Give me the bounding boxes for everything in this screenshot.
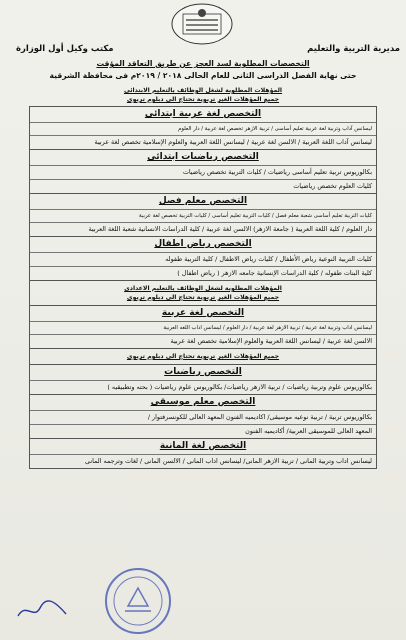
section-title: التخصص رياضيات ابتدائى <box>30 149 376 165</box>
preparatory-header <box>30 280 376 305</box>
section-title: التخصص لغة المانية <box>30 438 376 454</box>
qualification-row: ليسانس آداب وتربية لغة عربية تعليم أساسى / تربية الازهر تخصص لغة عربية / دار العلوم <box>30 122 376 135</box>
document-title: التخصصات المطلوبة لسد العجز عن طريق التعاقد المؤقت <box>96 59 310 68</box>
section-title: التخصص لغة عربية ابتدائى <box>144 109 262 119</box>
section-title: التخصص رياضيات <box>30 364 376 380</box>
directorate-name: مديرية التربية والتعليم <box>307 44 400 54</box>
qualification-row: ليسانس اداب وتربية المانى / تربية الازهر المانى/ ليسانس اداب المانى / الالسن المانى / لغات وترجمه المانى <box>30 454 376 468</box>
qualification-row: دار العلوم / كلية اللغة العربية ( جامعة الازهر) الالسن لغة عربية / كلية الدراسات الانسانية شعبة اللغة العربية <box>30 222 376 236</box>
primary-header-line1: المؤهلات المطلوبة لشغل الوظائف بالتعليم الابتدائى <box>123 87 283 94</box>
document-titles <box>0 58 406 82</box>
qualification-row: بكالوريوس تربية / تربية نوعيه موسيقى/ اكاديميه الفنون المعهد العالى للكونسرفتوار / <box>30 410 376 424</box>
undersecretary-office: مكتب وكيل أول الوزارة <box>16 44 114 54</box>
primary-table <box>29 106 377 469</box>
ministry-logo <box>168 2 236 46</box>
ministry-emblem-icon <box>169 2 235 46</box>
primary-header-line2: جميع المؤهلات الغير تربوية تحتاج الى دبلوم تربوى <box>126 96 280 103</box>
qualification-row: كلية البنات طفوله / كلية الدراسات الإنسانية جامعه الازهر ( رياض اطفال ) <box>30 266 376 280</box>
qualification-row: المعهد العالى للموسيقى العربية/ أكاديميه الفنون <box>30 424 376 438</box>
qualification-row: كليات التربية تعليم أساسى شعبة معلم فصل / كليات التربية تعليم أساسى / كليات التربية تخصص لغة عربية <box>30 209 376 222</box>
non-educational-note: جميع المؤهلات الغير تربوية تحتاج الى دبلوم تربوى <box>30 348 376 364</box>
section-title: التخصص معلم فصل <box>30 193 376 209</box>
qualification-row: ليسانس آداب اللغة العربية / الالسن لغة عربية / ليسانس اللغة العربية والعلوم الإسلامية تخصص لغة عربية <box>30 135 376 149</box>
section-title: التخصص معلم موسيقى <box>30 394 376 410</box>
official-stamp-icon <box>103 566 173 636</box>
letterhead <box>0 0 406 58</box>
qualification-row: بكالوريوس تربية تعليم أساسى رياضيات / كليات التربية تخصص رياضيات <box>30 165 376 179</box>
preparatory-header-line2: جميع المؤهلات الغير تربوية تحتاج الى دبلوم تربوى <box>126 294 280 301</box>
section-title: التخصص رياض اطفال <box>30 236 376 252</box>
qualification-row: الالسن لغة عربية / ليسانس اللغة العربية والعلوم الإسلامية تخصص لغة عربية <box>30 334 376 348</box>
qualification-row: بكالوريوس علوم وتربية رياضيات / تربية الازهر رياضيات/ بكالوريوس علوم رياضيات ( بحته وتطبيقيه ) <box>30 380 376 394</box>
qualification-row: كليات التربية النوعية رياض الأطفال / كليات رياض الاطفال / كلية التربية طفوله <box>30 252 376 266</box>
document-subtitle: حتى نهاية الفصل الدراسى الثانى للعام الحالى ٢٠١٨ / ٢٠١٩م فى محافظة الشرقية <box>49 71 357 80</box>
qualification-row: كليات العلوم تخصص رياضيات <box>30 179 376 193</box>
section-title: التخصص لغة عربية <box>30 305 376 321</box>
preparatory-header-line1: المؤهلات المطلوبة لشغل الوظائف بالتعليم الاعدادى <box>124 285 282 292</box>
signature-icon <box>16 598 68 622</box>
primary-header <box>0 86 406 104</box>
qualification-row: ليسانس اداب وتربية لغة عربية / تربية الازهر لغة عربية / دار العلوم / ليسانس اداب اللغه العربية <box>30 321 376 334</box>
